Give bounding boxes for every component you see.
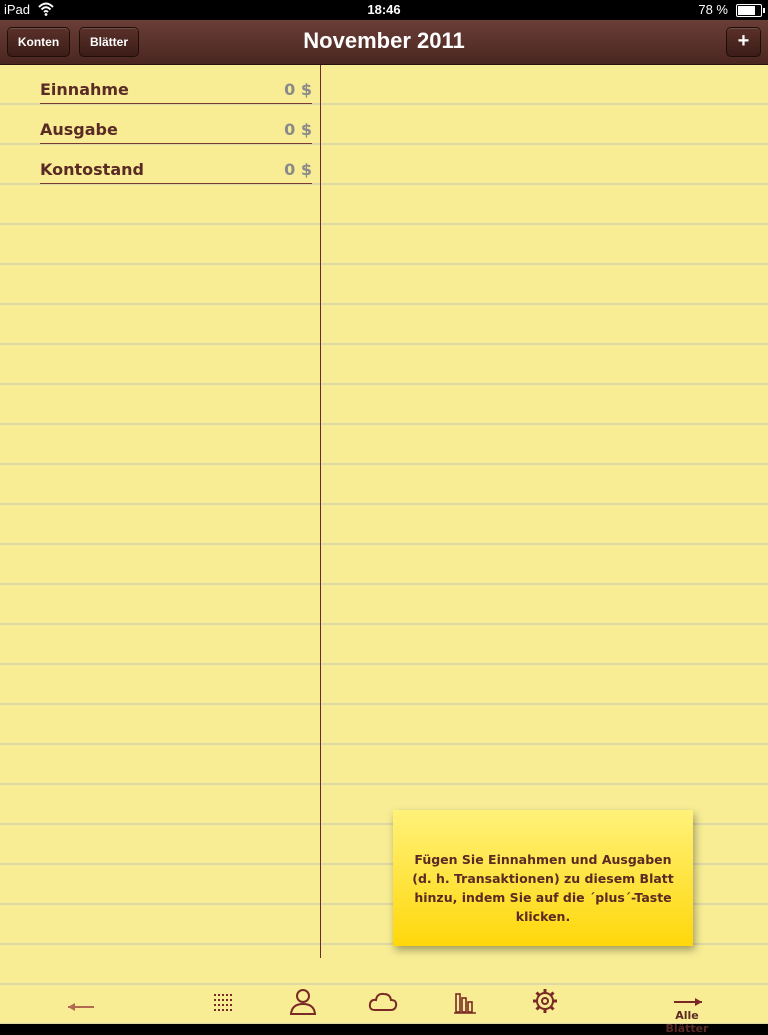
back-arrow-icon[interactable]: [66, 986, 96, 1016]
status-bar: [0, 0, 768, 20]
konten-button[interactable]: Konten: [7, 27, 70, 57]
summary-row-income[interactable]: [40, 73, 312, 104]
summary-row-expense[interactable]: [40, 113, 312, 144]
sticky-note: [393, 810, 693, 946]
person-icon[interactable]: [288, 986, 318, 1016]
summary-value: 0 $: [284, 160, 312, 179]
add-button[interactable]: +: [726, 27, 761, 57]
battery-icon: [736, 4, 762, 17]
summary-label: Ausgabe: [40, 120, 118, 139]
margin-divider: [320, 65, 321, 958]
summary-value: 0 $: [284, 80, 312, 99]
summary-label: Kontostand: [40, 160, 144, 179]
page-title: November 2011: [303, 28, 465, 53]
summary-value: 0 $: [284, 120, 312, 139]
navigation-bar: [0, 20, 768, 65]
blatter-button[interactable]: Blätter: [79, 27, 139, 57]
bar-chart-icon[interactable]: [450, 986, 480, 1016]
battery-level: [738, 6, 755, 15]
summary-label: Einnahme: [40, 80, 129, 99]
gear-icon[interactable]: [530, 986, 560, 1016]
calendar-grid-icon[interactable]: [210, 986, 240, 1016]
all-sheets-button[interactable]: [652, 996, 722, 1035]
battery-percent: 78 %: [698, 2, 728, 17]
sticky-note-text: Fügen Sie Einnahmen und Ausgaben (d. h. Transaktionen) zu diesem Blatt hinzu, indem Sie auf die ´plus´-Taste klicken.: [412, 852, 674, 924]
cloud-icon[interactable]: [368, 986, 398, 1016]
forward-arrow-icon: [672, 996, 704, 1008]
clock: 18:46: [367, 2, 401, 17]
all-sheets-label: Alle Blätter: [665, 1009, 709, 1035]
summary-row-balance[interactable]: [40, 153, 312, 184]
device-name: iPad: [4, 2, 31, 17]
